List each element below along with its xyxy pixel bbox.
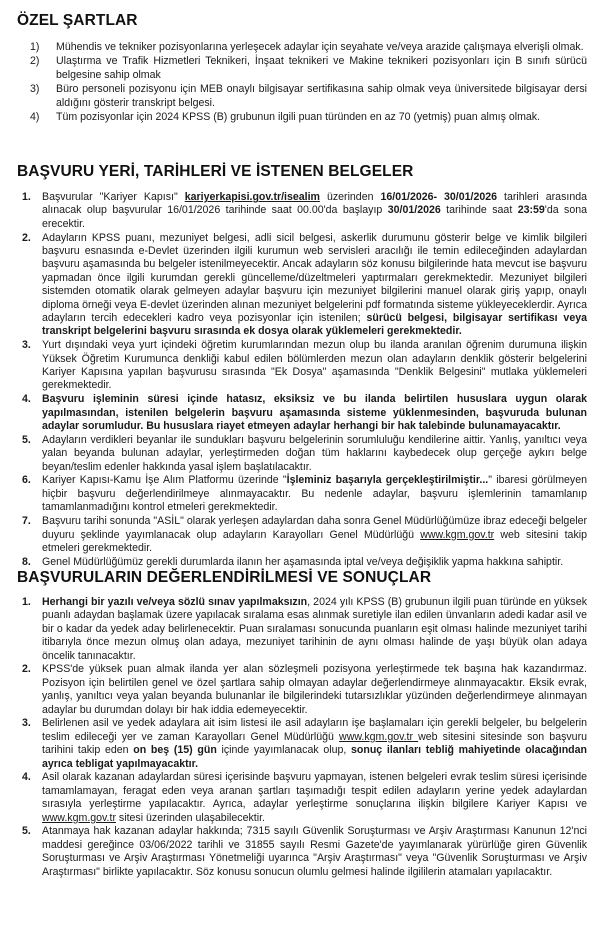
text: Atanmaya hak kazanan adaylar hakkında; 7315 sayılı Güvenlik Soruşturması ve Arşiv Araştırması Kanunun 12'nci maddesi gereğince 03/06/2022 tarihli ve 31855 sayılı Resmi Gazete'de yayımlanarak yürürlüğe giren Güvenlik Soruşturması ve Arşiv Araştırması Yönetmeliği uyarınca "Arşiv Araştırması" veya "Güvenlik Soruşturması ve Arşiv Araştırması" birlikte yapılacaktır. Söz konusu sonucun olumlu gelmesi halinde ilgililerin atamaları yapılacaktır. xyxy=(42,825,587,878)
list-item xyxy=(22,191,587,231)
text: " ibaresi görülmeyen hiçbir başvuru değerlendirilmeye alınmayacaktır. Bu nedenle adaylar, başvuru işlemlerinin tamamlanıp tamamlanmadığını kontrol etmeleri gerekmektedir. xyxy=(42,474,588,514)
text: Adayların verdikleri beyanlar ile sundukları başvuru belgelerinin sorumluluğu kendilerine aittir. Yanlış, yanıltıcı veya yalan beyanda bulunan adaylar, yerleştirmeden doğan tüm haklarını kaybedecek olup gerçeğe aykırı belge beyan/teslim edenler hakkında yasal işlem başlatılacaktır. xyxy=(42,433,587,473)
text: Büro personeli pozisyonu için MEB onaylı bilgisayar sertifikasına sahip olmak veya üniversitede bilgisayar dersi aldığını gösterir transkript belgesi. xyxy=(56,83,587,109)
list-item xyxy=(30,111,587,124)
text: , 2024 yılı KPSS (B) grubunun ilgili puan türünde en yüksek puanlı adaydan başlamak üzere yapılacak sıralama esas alınmak suretiyle ilan edilen ünvanların adedi kadar asil ve bir o kadar da yedek aday belirlenecektir. Puan sıralaması sonucunda puanların eşit olması halinde mezuniyet tarihi itibarıyla önce mezun olmuş olan adaya, mezuniyet tarihinin de aynı olması halinde de yaşı büyük olan adaya öncelik tanınacaktır. xyxy=(42,596,588,662)
text: Genel Müdürlüğümüz gerekli durumlarda ilanın her aşamasında iptal ve/veya değişiklik yapma hakkına sahiptir. xyxy=(42,555,564,568)
bold-text: sürücü belgesi, bilgisayar sertifikası veya transkript belgelerini başvuru sırasında ek dosya olarak yüklemeleri gerekmektedir. xyxy=(42,312,587,338)
basvuru-yeri-list xyxy=(22,191,588,570)
item-number: 6. xyxy=(22,474,31,487)
bold-text: on beş (15) gün xyxy=(133,744,217,757)
list-item xyxy=(30,41,587,54)
item-number: 4) xyxy=(30,111,40,124)
link[interactable]: kariyerkapisi.gov.tr/isealim xyxy=(184,191,320,203)
item-number: 2. xyxy=(22,231,31,244)
item-number: 2) xyxy=(30,55,40,68)
item-number: 2. xyxy=(22,663,31,676)
text: Asil olarak kazanan adaylardan süresi içerisinde başvuru yapmayan, istenen belgeleri evrak teslim süresi içerisinde tamamlamayan, feragat eden veya aranan şartları taşımadığı tespit edilen adayların yerine yedek adaylardan sırasıyla yerleştirme yapılacaktır. Ayrıca, adaylar yerleştirme sonuçlarına ilişkin bilgilere Kariyer Kapısı ve xyxy=(42,771,587,811)
item-number: 1. xyxy=(22,596,31,608)
list-item xyxy=(22,596,588,663)
section-title-degerlendirme: BAŞVURULARIN DEĞERLENDİRİLMESİ VE SONUÇLAR xyxy=(17,569,432,586)
link[interactable]: www.kgm.gov.tr xyxy=(42,811,116,824)
list-item xyxy=(22,474,588,514)
bold-text: 16/01/2026- 30/01/2026 xyxy=(380,191,498,203)
text: tarihinde saat xyxy=(440,204,518,217)
item-number: 3) xyxy=(30,83,40,96)
bold-text: 23:59 xyxy=(517,204,545,217)
text: üzerinden xyxy=(319,191,381,203)
list-item xyxy=(30,83,587,110)
item-number: 5. xyxy=(22,825,31,838)
item-number: 1) xyxy=(30,41,40,53)
list-item xyxy=(22,515,587,555)
section-title-ozel-sartlar: ÖZEL ŞARTLAR xyxy=(17,12,138,29)
text: Mühendis ve tekniker pozisyonlarına yerleşecek adaylar için seyahate ve/veya arazide çalışmaya elverişli olmak. xyxy=(56,41,584,53)
item-number: 5. xyxy=(22,433,31,446)
text: Ulaştırma ve Trafik Hizmetleri Teknikeri, İnşaat teknikeri ve Makine teknikeri pozisyonları için B sınıfı sürücü belgesine sahip olmak xyxy=(56,55,587,81)
list-item xyxy=(22,433,587,474)
list-item xyxy=(22,771,587,825)
text: KPSS'de yüksek puan almak ilanda yer alan sözleşmeli pozisyona yerleştirmede tek başına hak kazandırmaz. Pozisyon için belirtilen genel ve özel şartlara sahip olmayan adaylar değerlendirmeye alınmayacaktır. Eksik evrak, yanlış, yanıltıcı veya yalan beyanda bulunanlar ile bilgilerindeki tutarsızlıklar yüzünden değerlendirmeye alınmayan adaylar bu durumdan dolayı bir hak iddia edemeyecektir. xyxy=(42,663,587,716)
text: web sitesini takip etmeleri gerekmektedir. xyxy=(42,528,587,554)
text: web sitesini sitesinde son başvuru tarihini takip eden xyxy=(42,730,587,757)
bold-text: 30/01/2026 xyxy=(387,204,441,217)
item-number: 8. xyxy=(22,555,31,568)
text: içinde yayımlanacak olup, xyxy=(216,744,351,757)
link[interactable]: www.kgm.gov.tr xyxy=(420,528,495,541)
bold-text: Başvuru işleminin süresi içinde hatasız, eksiksiz ve bu ilanda belirtilen hususlara uygun olarak yapılmasından, istenilen belgelerin başvuru aşamasında sisteme yüklenmesinden, başvuruda bulunan adaylar sorumludur. Bu hususlara riayet etmeyen adaylar herhangi bir hak talebinde bulunamayacaktır. xyxy=(42,393,587,433)
item-number: 3. xyxy=(22,717,31,730)
text: tarihleri arasında alınacak olup başvurular 16/01/2026 tarihinde saat 00.00'da başlayıp xyxy=(42,191,587,217)
section-title-basvuru-yeri: BAŞVURU YERİ, TARİHLERİ VE İSTENEN BELGELER xyxy=(17,163,414,180)
list-item xyxy=(22,825,587,879)
bold-text: Herhangi bir yazılı ve/veya sözlü sınav yapılmaksızın xyxy=(42,596,308,608)
item-number: 3. xyxy=(22,339,31,352)
ozel-sartlar-list xyxy=(30,41,587,125)
item-number: 4. xyxy=(22,393,31,406)
bold-text: İşleminiz başarıyla gerçekleştirilmiştir... xyxy=(286,474,489,487)
item-number: 4. xyxy=(22,771,31,784)
text: Yurt dışındaki veya yurt içindeki öğretim kurumlarından mezun olup bu ilanda aranılan öğrenim durumuna ilişkin Yüksek Öğretim Kurumunca denkliği kabul edilen bölümlerden mezun olan adayların denklik gösterir belgelerini Kariyer Kapısına yapılan başvurusu sırasında "Ek Dosya" aşamasında "Denklik Belgesini" mutlaka yüklemeleri gerekmektedir. xyxy=(42,339,587,392)
bold-text: sonuç ilanları tebliğ mahiyetinde olacağından ayrıca tebligat yapılmayacaktır. xyxy=(42,744,588,770)
list-item xyxy=(22,231,587,339)
list-item xyxy=(22,663,587,717)
text: Tüm pozisyonlar için 2024 KPSS (B) grubunun ilgili puan türünden en az 70 (yetmiş) puan almış olmak. xyxy=(56,111,541,124)
text: sitesi üzerinden ulaşabilecektir. xyxy=(115,811,265,824)
list-item xyxy=(22,555,587,569)
text: Kariyer Kapısı-Kamu İşe Alım Platformu üzerinde " xyxy=(42,474,287,487)
item-number: 1. xyxy=(22,191,31,203)
link[interactable]: www.kgm.gov.tr xyxy=(339,730,419,743)
list-item xyxy=(22,339,587,393)
text: 'da sona erecektir. xyxy=(42,204,587,230)
text: Başvurular "Kariyer Kapısı" xyxy=(42,191,185,203)
list-item xyxy=(22,717,588,771)
list-item xyxy=(30,55,587,82)
text: Belirlenen asil ve yedek adaylara ait isim listesi ile asil adayların işe başlamaları için gerekli belgeler, bu belgelerin teslim edileceği yer ve zaman Karayolları Genel Müdürlüğü xyxy=(42,717,587,743)
item-number: 7. xyxy=(22,515,31,528)
degerlendirme-list xyxy=(22,596,588,879)
text: Adayların KPSS puanı, mezuniyet belgesi, adli sicil belgesi, askerlik durumunu gösterir belge ve kimlik bilgileri başvuru esnasında e-Devlet üzerinden ilgili kurumun web servisleri aracılığı ile temin edileceğinden adaylardan başvuru aşamasında bu belgeler istenilmeyecektir. Ancak adayların söz konusu bilgilerinde hata mevcut ise başvuru yapmadan önce ilgili kurumdan gerekli güncelleme/düzeltmeleri yaptırmaları gerekmektedir. Mezuniyet bilgileri sistemden otomatik olarak gelmeyen adaylar başvuru için mezuniyet bilgilerini manuel olarak giriş yapıp, onaylı diploma örneği veya E-devlet üzerinden alınan mezuniyet belgelerini pdf formatında sisteme yükleyeceklerdir. Ayrıca adayların tercih edecekleri kadro veya pozisyonlar için istenilen; xyxy=(42,231,587,325)
list-item xyxy=(22,393,587,433)
text: Başvuru tarihi sonunda "ASİL" olarak yerleşen adaylardan daha sonra Genel Müdürlüğümüze ibraz edeceği belgeler duyuru şeklinde yayımlanacak olup adayların Karayolları Genel Müdürlüğü xyxy=(42,515,587,541)
